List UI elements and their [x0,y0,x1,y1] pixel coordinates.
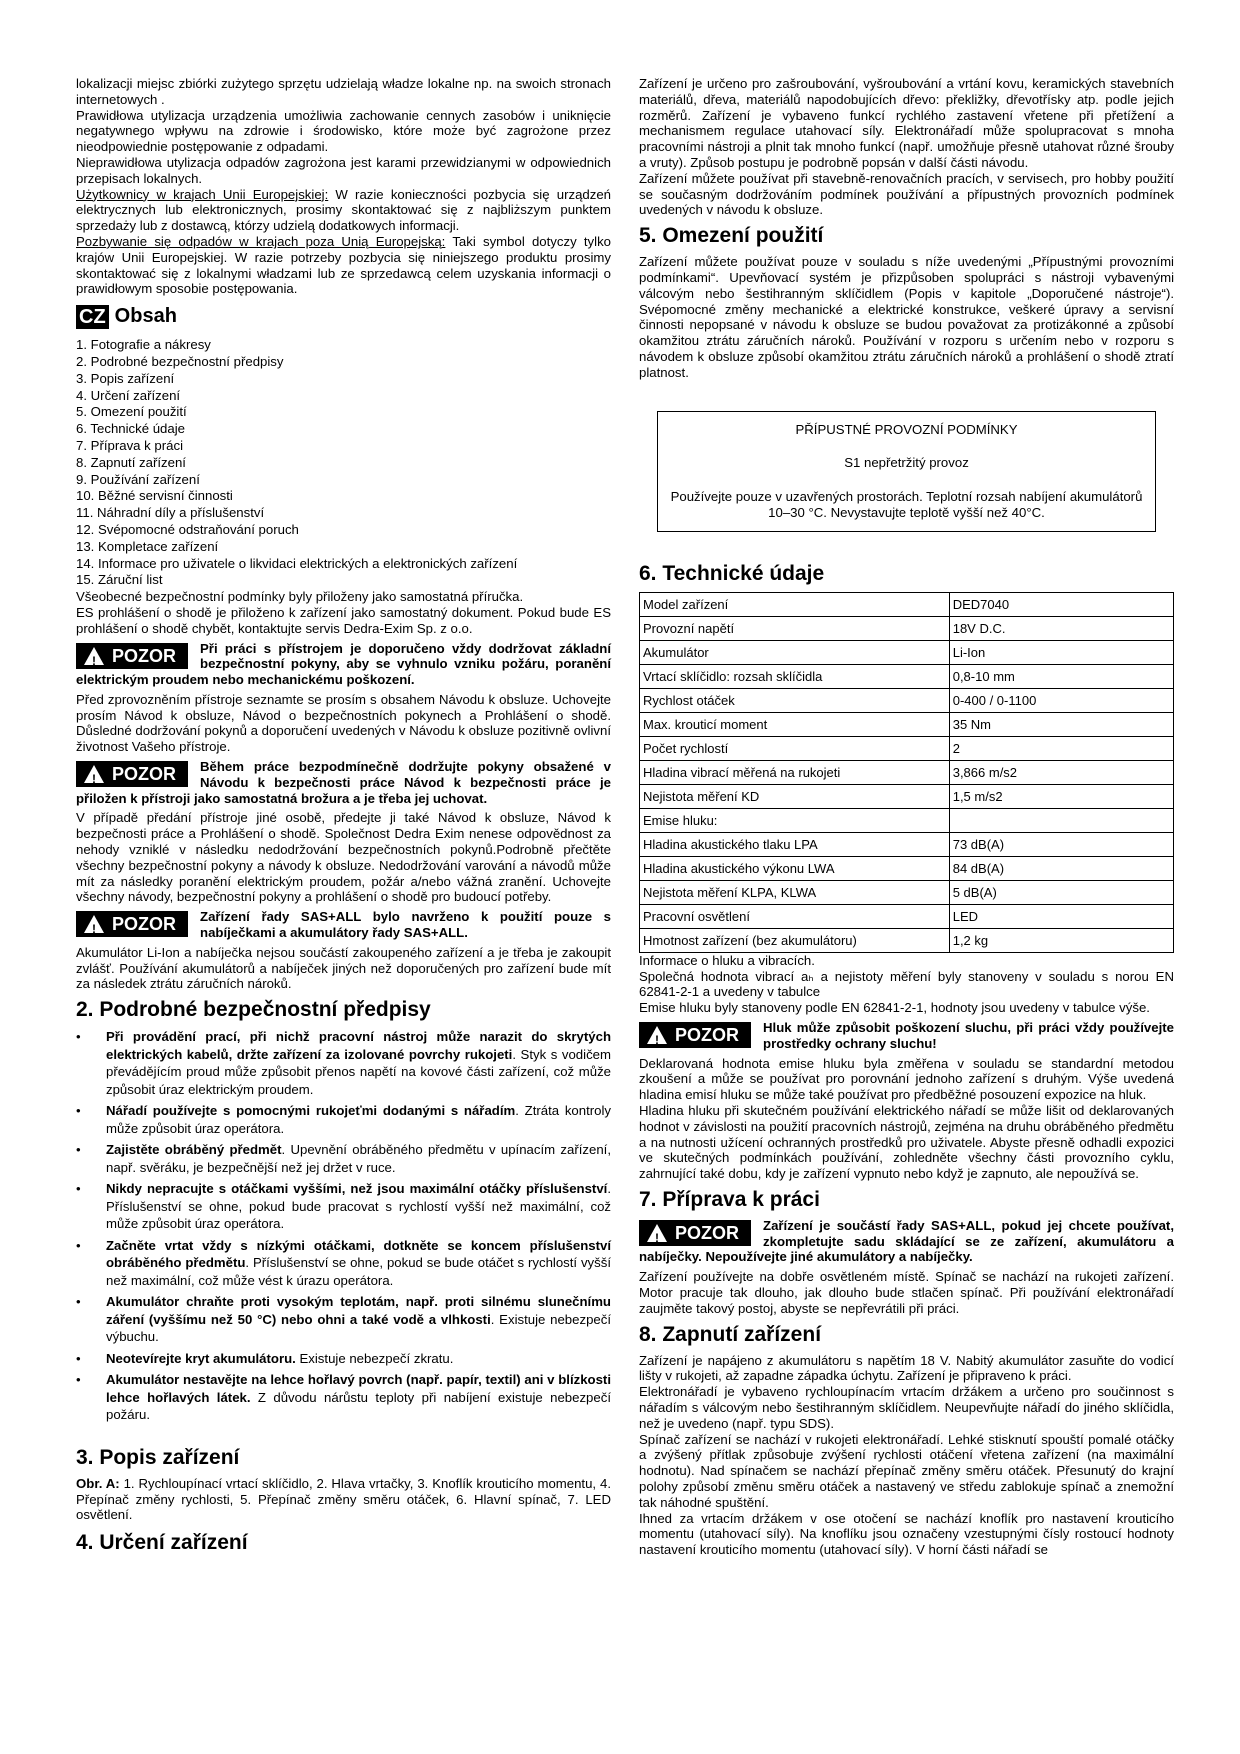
table-row [640,808,1174,832]
box-line: Používejte pouze v uzavřených prostorách. Teplotní rozsah nabíjení akumulátorů 10–30 °C. Nevystavujte teplotě vyšší než 40°C. [670,489,1143,520]
list-item [76,1102,611,1137]
table-row [640,928,1174,952]
paragraph: ES prohlášení o shodě je přiloženo k zařízení jako samostatný dokument. Pokud bude ES prohlášení o shodě chybět, kontaktujte servis Dedra-Exim Sp. z o.o. [76,604,611,636]
paragraph [76,1476,611,1523]
table-cell-value: LED [949,904,1173,928]
toc-item: 12. Svépomocné odstraňování poruch [76,521,299,537]
warning-block [76,909,611,941]
warning-label: POZOR [112,764,177,785]
table-cell-value: 0-400 / 0-1100 [949,688,1173,712]
table-cell-value: 84 dB(A) [949,856,1173,880]
table-row [640,664,1174,688]
table-row [640,640,1174,664]
table-cell-label: Provozní napětí [640,616,950,640]
bullet-bold: Nikdy nepracujte s otáčkami vyššími, než jsou maximální otáčky příslušenství [106,1181,608,1197]
table-cell-label: Vrtací sklíčidlo: rozsah sklíčidla [640,664,950,688]
paragraph: lokalizacji miejsc zbiórki zużytego sprzętu udzielają władze lokalne np. na swoich stronach internetowych . [76,76,611,107]
left-column [76,76,611,1561]
toc-item: 6. Technické údaje [76,421,185,437]
warning-block [639,1218,1174,1265]
table-cell-label: Emise hluku: [640,808,950,832]
paragraph: Nieprawidłowa utylizacja odpadów zagrożona jest karami przewidzianymi w odpowiednich przepisach lokalnych. [76,154,611,186]
table-row [640,904,1174,928]
bullet-text: Existuje nebezpečí zkratu. [295,1350,454,1366]
paragraph: Spínač zařízení se nachází v rukojeti elektronářadí. Lehké stisknutí spouští pomalé otáčky a zvýšený přítlak způsobuje zvýšení rychlosti otáčení vřetena zařízení (na maximální hodnotu). Nad spínačem se nachází přepínač změny směru otáček. Přesunutý do krajní polohy způsobí změnu směru otáček a nastavený ve středu zablokuje spínač a znemožní tak náhodné spuštění. [639,1431,1174,1510]
table-cell-value: 0,8-10 mm [949,664,1173,688]
paragraph: Informace o hluku a vibracích. [639,952,815,968]
section-heading: 8. Zapnutí zařízení [639,1322,822,1346]
table-cell-value: 18V D.C. [949,616,1173,640]
table-cell-label: Akumulátor [640,640,950,664]
warning-block [76,759,611,806]
cz-badge: CZ [76,305,109,329]
bullet-bold: Zajistěte obráběný předmět [106,1142,282,1158]
warning-block [76,641,611,688]
paragraph: Zařízení je určeno pro zašroubování, vyšroubování a vrtání kovu, keramických stavebních materiálů, dřeva, materiálů napodobujících dřevo: překližky, dřevotřísky atp. podle jejich rozměrů. Zařízení je vybaveno funkcí rychlého zastavení vřetene při přetížení a mechanismem regulace utahovací síly. Elektronářadí může spolupracovat s mnoha pracovními nástroji a plnit tak mnoho funkcí (např. umožňuje přesně utahovat různé šrouby a vruty). Způsob postupu je podrobně popsán v další části návodu. [639,76,1174,170]
bullet-bold: Začněte vrtat vždy s nízkými otáčkami, dotkněte se koncem příslušenství obráběného předmětu [106,1237,611,1271]
table-cell-value: 5 dB(A) [949,880,1173,904]
right-column [639,76,1174,1558]
table-cell-value [949,808,1173,832]
operating-conditions-box [657,411,1156,532]
paragraph: Deklarovaná hodnota emise hluku byla změřena v souladu se standardní metodou zkoušení a může se používat pro porovnání jednoho zařízení s druhým. Výše uvedená hladina emisí hluku se může také používat pro předběžné posouzení expozice na hluk. [639,1055,1174,1103]
section-heading: 4. Určení zařízení [76,1531,248,1555]
table-cell-label: Hmotnost zařízení (bez akumulátoru) [640,928,950,952]
warning-text: Během práce bezpodmínečně dodržujte pokyny obsažené v Návodu k bezpečnosti práce Návod k bezpečnosti práce je přiložen k přístroji jako samostatná brožura a je třeba jej uchovat. [76,759,611,806]
table-cell-label: Hladina akustického výkonu LWA [640,856,950,880]
paragraph: Všeobecné bezpečnostní podmínky byly přiloženy jako samostatná příručka. [76,589,524,605]
bullet-bold: Při provádění prací, při nichž pracovní nástroj může narazit do skrytých elektrických kabelů, držte zařízení za izolované povrchy rukojeti [106,1029,611,1062]
toc-item: 8. Zapnutí zařízení [76,454,186,470]
bullet-bold: Nářadí používejte s pomocnými rukojeťmi dodanými s nářadím [106,1103,516,1119]
table-cell-value: Li-Ion [949,640,1173,664]
noneu-label: Pozbywanie się odpadów w krajach poza Unią Europejską: [76,233,446,249]
table-cell-value: 1,5 m/s2 [949,784,1173,808]
warning-triangle-icon: ! [84,647,104,665]
paragraph [76,234,611,297]
bullet-text: Z důvodu nárůstu teploty při nabíjení existuje nebezpečí požáru. [106,1389,611,1423]
paragraph: Akumulátor Li-Ion a nabíječka nejsou součástí zakoupeného zařízení a je třeba je zakoupit zvlášť. Používání akumulátorů a nabíječek jiných než doporučených pro zařízení bude mít za následek ztrátu záručních nároků. [76,944,611,992]
warning-badge [76,643,188,669]
table-cell-label: Počet rychlostí [640,736,950,760]
paragraph: Před zprovozněním přístroje seznamte se prosím s obsahem Návodu k obsluze. Uchovejte prosím Návod k obsluze, Návod o bezpečnostních pokynech a Prohlášení o shodě. Důsledné dodržování pokynů a doporučení uvedených v Návodu k obsluze pozitivně ovlivní životnost Vašeho přístroje. [76,691,611,755]
paragraph [76,187,611,234]
list-item [76,1028,611,1098]
warning-text: Hluk může způsobit poškození sluchu, při práci vždy používejte prostředky ochrany sluchu! [763,1019,1174,1051]
list-item [76,1141,611,1176]
bullet-list [76,1028,611,1424]
warning-badge [76,761,188,787]
toc-item: 9. Používání zařízení [76,471,200,487]
warning-triangle-icon: ! [647,1026,667,1044]
table-cell-value: DED7040 [949,592,1173,616]
table-row [640,784,1174,808]
toc-item: 5. Omezení použití [76,404,187,420]
toc-heading [76,305,611,329]
bullet-text: . Styk s vodičem převádějícím proud může způsobit přenos napětí na kovové části zařízení, což může způsobit úraz elektrickým proudem. [106,1046,611,1097]
paragraph: Emise hluku byly stanoveny podle EN 62841-2-1, hodnoty jsou uvedeny v tabulce výše. [639,1000,1150,1016]
warning-label: POZOR [675,1024,740,1045]
table-cell-label: Nejistota měření KD [640,784,950,808]
paragraph: Hladina hluku při skutečném používání elektrického nářadí se může lišit od deklarovaných hodnot v závislosti na použití pracovních nástrojů, zejména na druhu obráběného předmětu a na nutnosti užícení ochranných prostředků pro uživatele. Abyste přesně odhadli expozici ve skutečných podmínkách používání, zohledněte všechny části provozního cyklu, zahrnující také dobu, kdy je zařízení vypnuto nebo když je zapnuto, ale nepoužívá se. [639,1102,1174,1182]
box-line: S1 nepřetržitý provoz [844,455,969,471]
section-heading: 3. Popis zařízení [76,1445,240,1469]
paragraph: Zařízení můžete používat při stavebně-renovačních pracích, v servisech, pro hobby použití se současným dodržováním podmínek používání a přípustných provozních podmínek uvedených v návodu k obsluze. [639,170,1174,218]
toc-item: 13. Kompletace zařízení [76,538,219,554]
toc-item: 3. Popis zařízení [76,370,175,386]
warning-label: POZOR [112,645,177,666]
paragraph: V případě předání přístroje jiné osobě, předejte ji také Návod k obsluze, Návod k bezpečnosti práce a Prohlášení o shodě. Společnost Dedra Exim nenese odpovědnost za nehody vzniklé v následku nedodržování bezpečnostních pokynů.Podrobně přečtěte všechny bezpečnostní pokyny a návody k obsluze. Nedodržování varování a návodů může mít za následky poranění elektrickým proudem, požár a/nebo vážná zranění. Uchovejte všechny návody, bezpečnostní pokyny a prohlášení o shodě pro budoucí potřeby. [76,810,611,905]
warning-text: Při práci s přístrojem je doporučeno vždy dodržovat základní bezpečnostní pokyny, aby se vyhnulo vzniku požáru, poranění elektrickým proudem nebo mechanickému poškození. [76,640,611,688]
bullet-bold: Akumulátor nestavějte na lehce hořlavý povrch (např. papír, textil) ani v blízkosti lehce hořlavých látek. [106,1372,611,1405]
bullet-text: . Příslušenství se ohne, pokud se bude otáčet s rychlostí vyšší než maximální, což může vést k úrazu operátora. [106,1255,611,1288]
section-heading: 2. Podrobné bezpečnostní předpisy [76,998,431,1022]
warning-label: POZOR [112,914,177,935]
table-cell-label: Model zařízení [640,592,950,616]
warning-text: Zařízení řady SAS+ALL bylo navrženo k použití pouze s nabíječkami a akumulátory řady SAS+ALL. [200,909,611,941]
table-cell-value: 35 Nm [949,712,1173,736]
table-row [640,760,1174,784]
bullet-text: . Ztráta kontroly může způsobit úraz operátora. [106,1103,611,1136]
table-row [640,832,1174,856]
paragraph: Zařízení můžete používat pouze v souladu s níže uvedenými „Přípustnými provozními podmínkami“. Upevňovací systém je přizpůsoben spolupráci s nástroji vybavenými válcovým nebo šestihranným sklíčidlem (Popis v kapitole „Doporučené nástroje“). Svépomocné změny mechanické a elektrické konstrukce, veškeré úpravy a servisní činnosti nepopsané v návodu k obsluze se budou považovat za protizákonné a způsobí okamžitou ztrátu záručních nároků. Používání v rozporu s určením nebo v rozporu s návodem k obsluze způsobí okamžitou ztrátu záručních nároků a prohlášení o shodě ztratí platnost. [639,254,1174,380]
table-cell-label: Pracovní osvětlení [640,904,950,928]
table-cell-label: Hladina vibrací měřená na rukojeti [640,760,950,784]
toc-item: 10. Běžné servisní činnosti [76,488,233,504]
table-row [640,880,1174,904]
toc-item: 1. Fotografie a nákresy [76,337,211,353]
warning-label: POZOR [675,1222,740,1243]
table-cell-label: Hladina akustického tlaku LPA [640,832,950,856]
table-row [640,592,1174,616]
box-title: PŘÍPUSTNÉ PROVOZNÍ PODMÍNKY [795,421,1018,437]
warning-badge [76,911,188,937]
warning-triangle-icon: ! [84,765,104,783]
table-cell-label: Max. krouticí moment [640,712,950,736]
figure-label: Obr. A: [76,1475,120,1491]
paragraph: Společná hodnota vibrací aₕ a nejistoty měření byly stanoveny v souladu s norou EN 62841-2-1 a uvedeny v tabulce [639,968,1174,1000]
section-heading: 7. Příprava k práci [639,1187,820,1211]
table-cell-value: 3,866 m/s2 [949,760,1173,784]
warning-triangle-icon: ! [84,915,104,933]
bullet-text: . Příslušenství se ohne, pokud bude pracovat s rychlostí vyšší než maximální, což může způsobit úraz operátora. [106,1181,611,1232]
table-row [640,712,1174,736]
warning-badge [639,1022,751,1048]
paragraph: Ihned za vrtacím držákem v ose otočení se nachází knoflík pro nastavení krouticího momentu (utahovací síly). Na knoflíku jsou označeny vzestupnými čísly rostoucí hodnoty nastavení krouticího momentu (utahovací síly). V horní části nářadí se [639,1510,1174,1558]
toc-item: 2. Podrobné bezpečnostní předpisy [76,353,284,369]
toc-list [76,337,611,589]
figure-text: 1. Rychloupínací vrtací sklíčidlo, 2. Hlava vrtačky, 3. Knoflík krouticího momentu, 4. Přepínač změny rychlosti, 5. Přepínač změny směru otáček, 6. Hlavní spínač, 7. LED osvětlení. [76,1475,611,1523]
paragraph: Zařízení je napájeno z akumulátoru s napětím 18 V. Nabitý akumulátor zasuňte do vodicí lišty v rukojeti, až zapadne západka úchytu. Zařízení je připraveno k práci. [639,1352,1174,1384]
toc-item: 11. Náhradní díly a příslušenství [76,505,265,521]
eu-label: Użytkownicy w krajach Unii Europejskiej: [76,186,329,202]
toc-item: 15. Záruční list [76,572,163,588]
table-cell-value: 1,2 kg [949,928,1173,952]
toc-item: 4. Určení zařízení [76,387,181,403]
table-cell-label: Rychlost otáček [640,688,950,712]
tech-table [639,592,1174,953]
paragraph: Elektronářadí je vybaveno rychloupínacím vrtacím držákem a určeno pro součinnost s nářadím s válcovým nebo šestihranným sklíčidlem. Neupevňujte nářadí do jiného sklíčidla, než je uvedeno (např. typu SDS). [639,1384,1174,1431]
table-cell-value: 2 [949,736,1173,760]
bullet-bold: Akumulátor chraňte proti vysokým teplotám, např. proti silnému slunečnímu záření (vyššímu než 50 °C) nebo ohni a také vodě a vlhkosti [106,1294,611,1327]
noneu-text: Taki symbol dotyczy tylko krajów Unii Europejskiej. W razie potrzeby pozbycia się niniejszego produktu prosimy skontaktować się z lokalnymi władzami lub ze sprzedawcą celem uzyskania informacji o prawidłowym sposobie postępowania. [76,233,611,297]
table-row [640,736,1174,760]
section-heading: 6. Technické údaje [639,561,825,585]
table-row [640,856,1174,880]
paragraph: Prawidłowa utylizacja urządzenia umożliwia zachowanie cennych zasobów i uniknięcie negatywnego wpływu na zdrowie i środowisko, które może być zagrożone przez nieodpowiednie postępowanie z odpadami. [76,107,611,155]
list-item [76,1237,611,1290]
list-item [76,1293,611,1346]
bullet-text: . Existuje nebezpečí výbuchu. [106,1311,611,1345]
bullet-text: . Upevnění obráběného předmětu v upínacím zařízení, např. svěráku, je bezpečnější než jej držet v ruce. [106,1142,612,1175]
table-cell-label: Nejistota měření KLPA, KLWA [640,880,950,904]
paragraph: Zařízení používejte na dobře osvětleném místě. Spínač se nachází na rukojeti zařízení. Motor pracuje tak dlouho, jak dlouho bude stlačen spínač. Při používání elektronářadí zaujměte takový postoj, abyste se nepřevrátili při práci. [639,1269,1174,1316]
warning-triangle-icon: ! [647,1224,667,1242]
tech-table-body [640,592,1174,952]
table-cell-value: 73 dB(A) [949,832,1173,856]
eu-text: W razie konieczności pozbycia się urządzeń elektrycznych lub elektronicznych, prosimy skontaktować się z najbliższym punktem sprzedaży lub z dostawcą, którzy udzielą dodatkowych informacji. [76,186,612,234]
warning-badge [639,1220,751,1246]
table-row [640,688,1174,712]
warning-block [639,1020,1174,1052]
warning-text: Zařízení je součástí řady SAS+ALL, pokud jej chcete používat, zkompletujte sadu skládající se ze zařízení, akumulátoru a nabíječky. Nepoužívejte jiné akumulátory a nabíječky. [639,1217,1174,1265]
bullet-bold: Neotevírejte kryt akumulátoru. [106,1350,296,1366]
table-row [640,616,1174,640]
toc-item: 7. Příprava k práci [76,437,184,453]
list-item [76,1371,611,1424]
list-item [76,1180,611,1233]
section-heading: 5. Omezení použití [639,224,824,248]
toc-item: 14. Informace pro uživatele o likvidaci elektrických a elektronických zařízení [76,555,518,571]
list-item [76,1350,611,1368]
toc-title: Obsah [114,305,177,328]
